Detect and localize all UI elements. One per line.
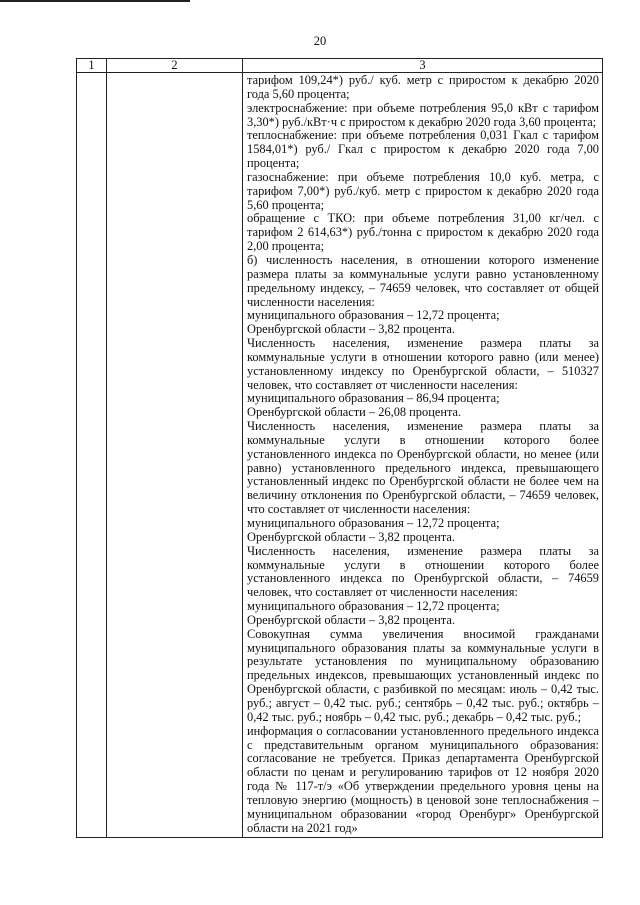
paragraph: Оренбургской области – 3,82 процента. — [247, 612, 455, 627]
column-header-3: 3 — [243, 59, 603, 73]
column-header-1: 1 — [77, 59, 107, 73]
paragraph: Численность населения, изменение размера платы за коммунальные услуги в отношении которого равно (или менее) установленному индексу по Оренбургской области, – 510327 человек, что составляет от численности населения: — [247, 336, 599, 392]
table-row — [77, 73, 603, 838]
column-header-2: 2 — [107, 59, 243, 73]
cell-col-3 — [243, 73, 603, 838]
paragraph: Численность населения, изменение размера платы за коммунальные услуги в отношении которого более установленного индекса по Оренбургской области, но менее (или равно) установленного предельного индекса, превышающего установленный индекс по Оренбургской области не более чем на величину отклонения по Оренбургской области, – 74659 человек, что составляет от численности населения: — [247, 419, 599, 517]
paragraph: тарифом 109,24*) руб./ куб. метр с приростом к декабрю 2020 года 5,60 процента; — [247, 73, 599, 101]
paragraph: б) численность населения, в отношении которого изменение размера платы за коммунальные услуги равно установленному предельному индексу, – 74659 человек, что составляет от общей численности населения: — [247, 252, 599, 309]
cell-col-2 — [107, 73, 243, 838]
paragraph: муниципального образования – 86,94 процента; — [247, 391, 500, 406]
paragraph: муниципального образования – 12,72 процента; — [247, 308, 500, 323]
paragraph: Численность населения, изменение размера платы за коммунальные услуги в отношении которого более установленного индекса по Оренбургской области, – 74659 человек, что составляет от численности населения: — [247, 543, 599, 600]
paragraph: обращение с ТКО: при объеме потребления 31,00 кг/чел. с тарифом 2 614,63*) руб./тонна с приростом к декабрю 2020 года 2,00 процента; — [247, 211, 599, 254]
document-table — [76, 58, 603, 838]
paragraph: Оренбургской области – 3,82 процента. — [247, 529, 455, 544]
cell-col-1 — [77, 73, 107, 838]
paragraph: газоснабжение: при объеме потребления 10,0 куб. метра, с тарифом 7,00*) руб./куб. метр с приростом к декабрю 2020 года 5,60 процента; — [247, 169, 599, 212]
paragraph: электроснабжение: при объеме потребления 95,0 кВт с тарифом 3,30*) руб./кВт·ч с приростом к декабрю 2020 года 3,60 процента; — [247, 100, 599, 129]
table-header-row — [77, 59, 603, 73]
top-rule — [0, 0, 190, 2]
paragraph: Оренбургской области – 3,82 процента. — [247, 322, 455, 337]
paragraph: информация о согласовании установленного предельного индекса с представительным органом муниципального образования: согласование не требуется. Приказ департамента Оренбургской области по ценам и регулированию тарифов от 12 ноября 2020 года № 117-т/э «Об утверждении предельного уровня цены на тепловую энергию (мощность) в ценовой зоне теплоснабжения – муниципальном образовании «город Оренбург» Оренбургской области на 2021 год» — [247, 723, 599, 835]
paragraph: муниципального образования – 12,72 процента; — [247, 516, 500, 530]
page-number: 20 — [313, 34, 327, 48]
cell-content — [243, 73, 602, 837]
paragraph: теплоснабжение: при объеме потребления 0,031 Гкал с тарифом 1584,01*) руб./ Гкал с приростом к декабрю 2020 года 7,00 процента; — [247, 128, 599, 171]
paragraph: Совокупная сумма увеличения вносимой гражданами муниципального образования платы за коммунальные услуги в результате установления по муниципальному образованию предельных индексов, превышающих установленный индекс по Оренбургской области, с разбивкой по месяцам: июль – 0,42 тыс. руб.; август – 0,42 тыс. руб.; сентябрь – 0,42 тыс. руб.; октябрь – 0,42 тыс. руб.; ноябрь – 0,42 тыс. руб.; декабрь – 0,42 тыс. руб.; — [247, 626, 599, 724]
paragraph: Оренбургской области – 26,08 процента. — [247, 405, 462, 420]
paragraph: муниципального образования – 12,72 процента; — [247, 599, 500, 614]
